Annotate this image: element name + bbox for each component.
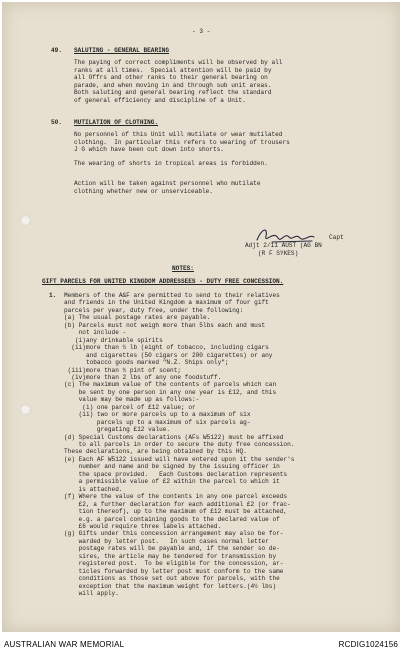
text-line: These declarations, are being obtained by this HQ. bbox=[64, 448, 247, 456]
text-line: exception that the maximum weight for letters.(4½ lbs) bbox=[64, 582, 277, 590]
text-line: and friends in the United Kingdom a maximum of four gift bbox=[64, 299, 269, 307]
signature-title: Adjt 2/11 AUST (AG BN bbox=[245, 242, 322, 249]
text-line: (iii)more than ½ pint of scent; bbox=[64, 366, 182, 374]
text-line: a permissible value of £2 within the parcel to which it bbox=[64, 478, 280, 486]
text-line: (i)any drinkable spirits bbox=[64, 336, 163, 344]
text-line: clothing whether new or unserviceable. bbox=[74, 187, 213, 195]
text-line: (c) The maximum value of the contents of parcels which can bbox=[64, 381, 277, 389]
text-line: e.g. a parcel containing goods to the declared value of bbox=[64, 515, 280, 523]
text-line: parcels up to a maximum of six parcels ag- bbox=[64, 418, 251, 426]
text-line: ticles forwarded by letter post must conform to the same bbox=[64, 567, 284, 575]
text-line: all Offrs and other ranks to their general bearing on bbox=[74, 74, 268, 82]
text-line: is attached. bbox=[64, 485, 123, 493]
text-line: postage rates will be payable and, if the sender so de- bbox=[64, 545, 280, 553]
text-line: The paying of correct compliments will be observed by all bbox=[74, 59, 283, 66]
text-line: (ii) two or more parcels up to a maximum of six bbox=[64, 411, 251, 419]
text-line: not include - bbox=[64, 329, 127, 337]
text-line: to all parcels in order to secure the duty free concession. bbox=[64, 441, 295, 448]
punch-hole bbox=[20, 404, 31, 415]
text-line: sires, the article may be tendered for transmission by bbox=[64, 552, 277, 560]
text-line: (iv)more than 2 lbs of any one foodstuff. bbox=[64, 373, 222, 381]
signature-name: (R F SYKES) bbox=[258, 250, 299, 257]
section-49-title: SALUTING - GENERAL BEARING bbox=[74, 47, 170, 54]
text-line: conditions as those set out above for parcels, with the bbox=[64, 575, 280, 583]
text-line: The wearing of shorts in tropical areas is forbidden. bbox=[74, 160, 268, 167]
text-line: Action will be taken against personnel who mutilate bbox=[74, 180, 261, 187]
text-line: tion thereof), up to the maximum of £12 must be attached, bbox=[64, 508, 288, 516]
text-line: tobacco goods marked "N.Z. Ships only"; bbox=[64, 359, 229, 367]
text-line: (a) The usual postage rates are payable. bbox=[64, 314, 211, 322]
text-line: £6 would require three labels attached. bbox=[64, 522, 222, 530]
text-line: (d) Special Customs declarations (AFs W5122) must be affixed bbox=[64, 433, 284, 441]
signature-rank: Capt bbox=[329, 234, 344, 241]
text-line: value may be made up as follows:- bbox=[64, 396, 200, 404]
text-line: (i) one parcel of £12 value; or bbox=[64, 403, 196, 411]
text-line: warded by letter post. In such cases normal letter bbox=[64, 537, 269, 545]
text-line: be sent by one person in any one year is £12, and this bbox=[64, 388, 277, 396]
footer-source: AUSTRALIAN WAR MEMORIAL bbox=[4, 640, 125, 649]
notes-heading: NOTES: bbox=[172, 265, 194, 272]
punch-hole bbox=[20, 215, 31, 226]
text-line: £2, a further declaration for each additional £2 (or frac- bbox=[64, 500, 291, 508]
text-line: (f) Where the value of the contents in any one parcel exceeds bbox=[64, 493, 288, 501]
item-1-number: 1. bbox=[49, 292, 57, 299]
text-line: J G which have been cut down into shorts. bbox=[74, 146, 224, 154]
archive-footer bbox=[0, 636, 402, 654]
text-line: Both saluting and general bearing reflect the standard bbox=[74, 89, 272, 97]
text-line: (e) Each AF W5122 issued will have entered upon it the sender's bbox=[64, 455, 295, 463]
text-line: will apply. bbox=[64, 590, 119, 597]
text-line: number and name and be signed by the issuing officer in bbox=[64, 463, 280, 471]
text-line: (ii)more than ½ lb (eight of tobacco, including cigars bbox=[64, 344, 269, 352]
text-line: parcels per year, duty free, under the following: bbox=[64, 306, 244, 314]
text-line: No personnel of this Unit will mutilate or wear mutilated bbox=[74, 131, 283, 138]
section-50-title: MUTILATION OF CLOTHING. bbox=[74, 119, 159, 126]
section-50-number: 50. bbox=[51, 119, 62, 126]
text-line: (g) Gifts under this concession arrangement may also be for- bbox=[64, 530, 284, 538]
text-line: clothing. In particular this refers to wearing of trousers bbox=[74, 138, 290, 146]
text-line: (b) Parcels must not weigh more than 5lbs each and must bbox=[64, 321, 266, 329]
text-line: of general efficiency and discipline of a Unit. bbox=[74, 97, 246, 104]
text-line: registered post. To be eligible for the concession, ar- bbox=[64, 560, 284, 568]
text-line: parade, and when moving in and through sub unit areas. bbox=[74, 81, 272, 89]
text-line: gregating £12 value. bbox=[64, 426, 171, 434]
text-line: the space provided. Each Customs declaration represents bbox=[64, 470, 288, 478]
page-number: - 3 - bbox=[192, 28, 211, 35]
gift-parcels-heading: GIFT PARCELS FOR UNITED KINGDOM ADDRESSEES - DUTY FREE CONCESSION. bbox=[42, 278, 284, 285]
text-line: Members of the A&F are permitted to send to their relatives bbox=[64, 292, 280, 299]
text-line: ranks at all times. Special attention will be paid by bbox=[74, 66, 272, 74]
section-49-number: 49. bbox=[51, 47, 62, 54]
document-page bbox=[2, 2, 400, 632]
footer-record-id: RCDIG1024156 bbox=[338, 640, 398, 649]
text-line: and cigarettes (50 cigars or 200 cigarettes) or any bbox=[64, 351, 273, 359]
